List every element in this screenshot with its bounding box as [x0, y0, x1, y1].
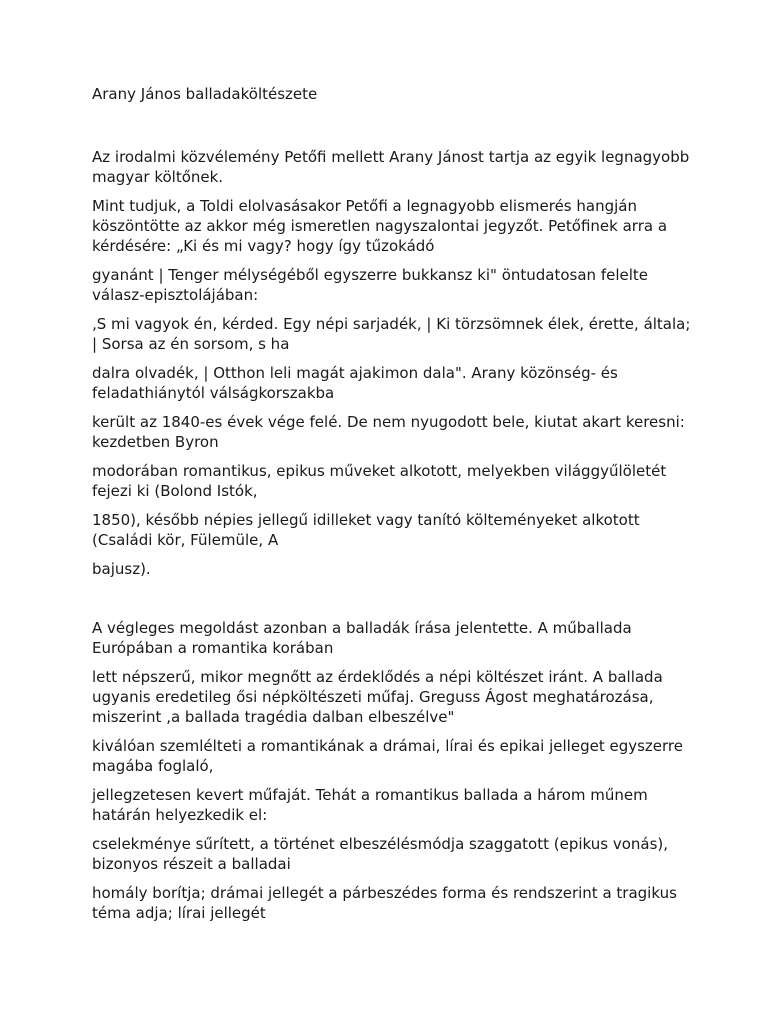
paragraph: került az 1840-es évek vége felé. De nem nyugodott bele, kiutat akart keresni: kezdetben Byron — [92, 413, 685, 451]
paragraph: A végleges megoldást azonban a balladák írása jelentette. A műballada Európában a romantika korában — [92, 619, 632, 657]
paragraph: jellegzetesen kevert műfaját. Tehát a romantikus ballada a három műnem határán helyezkedik el: — [92, 786, 648, 824]
paragraph: Az irodalmi közvélemény Petőfi mellett Arany Jánost tartja az egyik legnagyobb magyar költőnek. — [92, 148, 690, 186]
paragraph: modorában romantikus, epikus műveket alkotott, melyekben világgyűlöletét fejezi ki (Bolond Istók, — [92, 462, 667, 500]
paragraph: ‚S mi vagyok én, kérded. Egy népi sarjadék, | Ki törzsömnek élek, érette, általa; | Sorsa az én sorsom, s ha — [92, 315, 691, 353]
paragraph: bajusz). — [92, 560, 151, 578]
paragraph: kiválóan szemlélteti a romantikának a drámai, lírai és epikai jelleget egyszerre magába foglaló, — [92, 737, 683, 775]
paragraph: 1850), később népies jellegű idilleket vagy tanító költeményeket alkotott (Családi kör, Fülemüle, A — [92, 511, 640, 549]
paragraph: homály borítja; drámai jellegét a párbeszédes forma és rendszerint a tragikus téma adja; lírai jellegét — [92, 884, 677, 922]
paragraph: Mint tudjuk, a Toldi elolvasásakor Petőfi a legnagyobb elismerés hangján köszöntötte az akkor még ismeretlen nagyszalontai jegyzőt. Petőfinek arra a kérdésére: „Ki és mi vagy? hogy így tűzokádó — [92, 197, 668, 255]
paragraph-gap — [92, 588, 692, 618]
document-page — [92, 84, 692, 932]
paragraph: dalra olvadék, | Otthon leli magát ajakimon dala". Arany közönség- és feladathiánytól válságkorszakba — [92, 364, 618, 402]
paragraph: lett népszerű, mikor megnőtt az érdeklődés a népi költészet iránt. A ballada ugyanis eredetileg ősi népköltészeti műfaj. Greguss Ágost meghatározása, miszerint ‚a ballada tragédia dalban elbeszélve" — [92, 668, 663, 726]
document-title: Arany János balladaköltészete — [92, 85, 318, 103]
paragraph: cselekménye sűrített, a történet elbeszélésmódja szaggatott (epikus vonás), bizonyos részeit a balladai — [92, 835, 669, 873]
paragraph: gyanánt | Tenger mélységéből egyszerre bukkansz ki" öntudatosan felelte válasz-episztolájában: — [92, 266, 649, 304]
